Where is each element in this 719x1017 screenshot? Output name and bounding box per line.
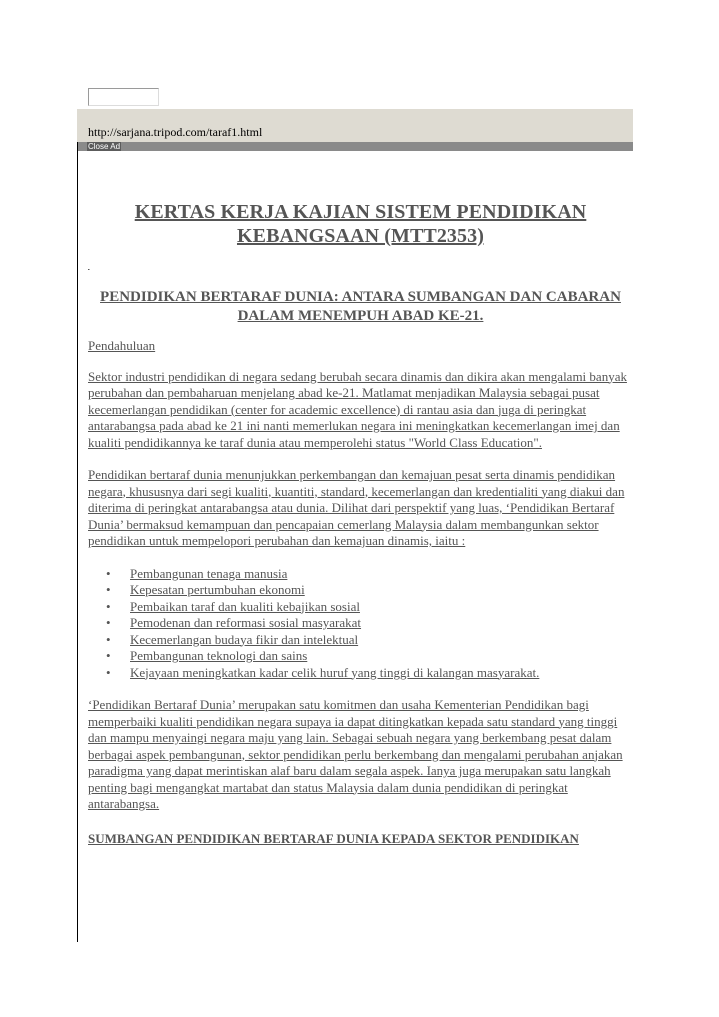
list-item: • Pemodenan dan reformasi sosial masyarakat: [106, 615, 362, 630]
document-subtitle: PENDIDIKAN BERTARAF DUNIA: ANTARA SUMBANGAN DAN CABARAN DALAM MENEMPUH ABAD KE-21.: [100, 289, 621, 324]
document-body: [88, 200, 633, 847]
list-item: • Kecemerlangan budaya fikir dan intelektual: [106, 631, 359, 647]
list-item: • Pembangunan tenaga manusia: [106, 565, 288, 581]
paragraph-2: Pendidikan bertaraf dunia menunjukkan perkembangan dan kemajuan pesat serta dinamis pendidikan negara, khususnya dari segi kualiti, kuantiti, standard, kecemerlangan dan kredentialiti yang diakui dan diterima di peringkat antarabangsa atau dunia. Dilihat dari perspektif yang luas, ‘Pendidikan Bertaraf Dunia’ bermaksud kemampuan dan pencapaian cemerlang Malaysia dalam membangunkan sektor pendidikan untuk mempelopori perubahan dan kemajuan dinamis, iaitu :: [88, 467, 625, 548]
list-item: • Pembangunan teknologi dan sains: [106, 648, 308, 663]
list-item: • Kejayaan meningkatkan kadar celik huruf yang tinggi di kalangan masyarakat.: [106, 664, 540, 680]
spacer-link: [88, 264, 633, 274]
ad-url[interactable]: http://sarjana.tripod.com/taraf1.html: [88, 125, 263, 139]
left-border-line: [77, 142, 78, 942]
search-input[interactable]: [88, 88, 159, 106]
bullet-list: [88, 566, 633, 682]
intro-heading: Pendahuluan: [88, 338, 156, 353]
close-ad-button[interactable]: Close Ad: [88, 142, 121, 151]
paragraph-3: ‘Pendidikan Bertaraf Dunia’ merupakan satu komitmen dan usaha Kementerian Pendidikan bagi memperbaiki kualiti pendidikan negara supaya ia dapat ditingkatkan kepada satu standard yang tinggi dan mampu menyaingi negara maju yang lain. Sebagai sebuah negara yang berkembang pesat dalam berbagai aspek pembangunan, sektor pendidikan perlu berkembang dan mengalami perubahan anjakan paradigma yang dapat merintiskan alaf baru dalam segala aspek. Ianya juga merupakan satu langkah penting bagi mengangkat martabat dan status Malaysia dalam dunia pendidikan di peringkat antarabangsa.: [88, 697, 623, 811]
list-item: • Pembaikan taraf dan kualiti kebajikan sosial: [106, 598, 360, 614]
ad-banner[interactable]: [77, 109, 633, 142]
close-ad-bar: [77, 142, 633, 151]
list-item: • Kepesatan pertumbuhan ekonomi: [106, 582, 305, 597]
document-title: KERTAS KERJA KAJIAN SISTEM PENDIDIKAN KEBANGSAAN (MTT2353): [134, 201, 587, 247]
section-heading: SUMBANGAN PENDIDIKAN BERTARAF DUNIA KEPADA SEKTOR PENDIDIKAN: [88, 830, 579, 846]
paragraph-1: Sektor industri pendidikan di negara sedang berubah secara dinamis dan dikira akan mengalami banyak perubahan dan pembaharuan menjelang abad ke-21. Matlamat menjadikan Malaysia sebagai pusat kecemerlangan pendidikan (center for academic excellence) di rantau asia dan juga di peringkat antarabangsa pada abad ke 21 ini nanti memerlukan negara ini meningkatkan kecemerlangan imej dan kualiti pendidikannya ke taraf dunia atau memperolehi status "World Class Education".: [88, 368, 627, 450]
